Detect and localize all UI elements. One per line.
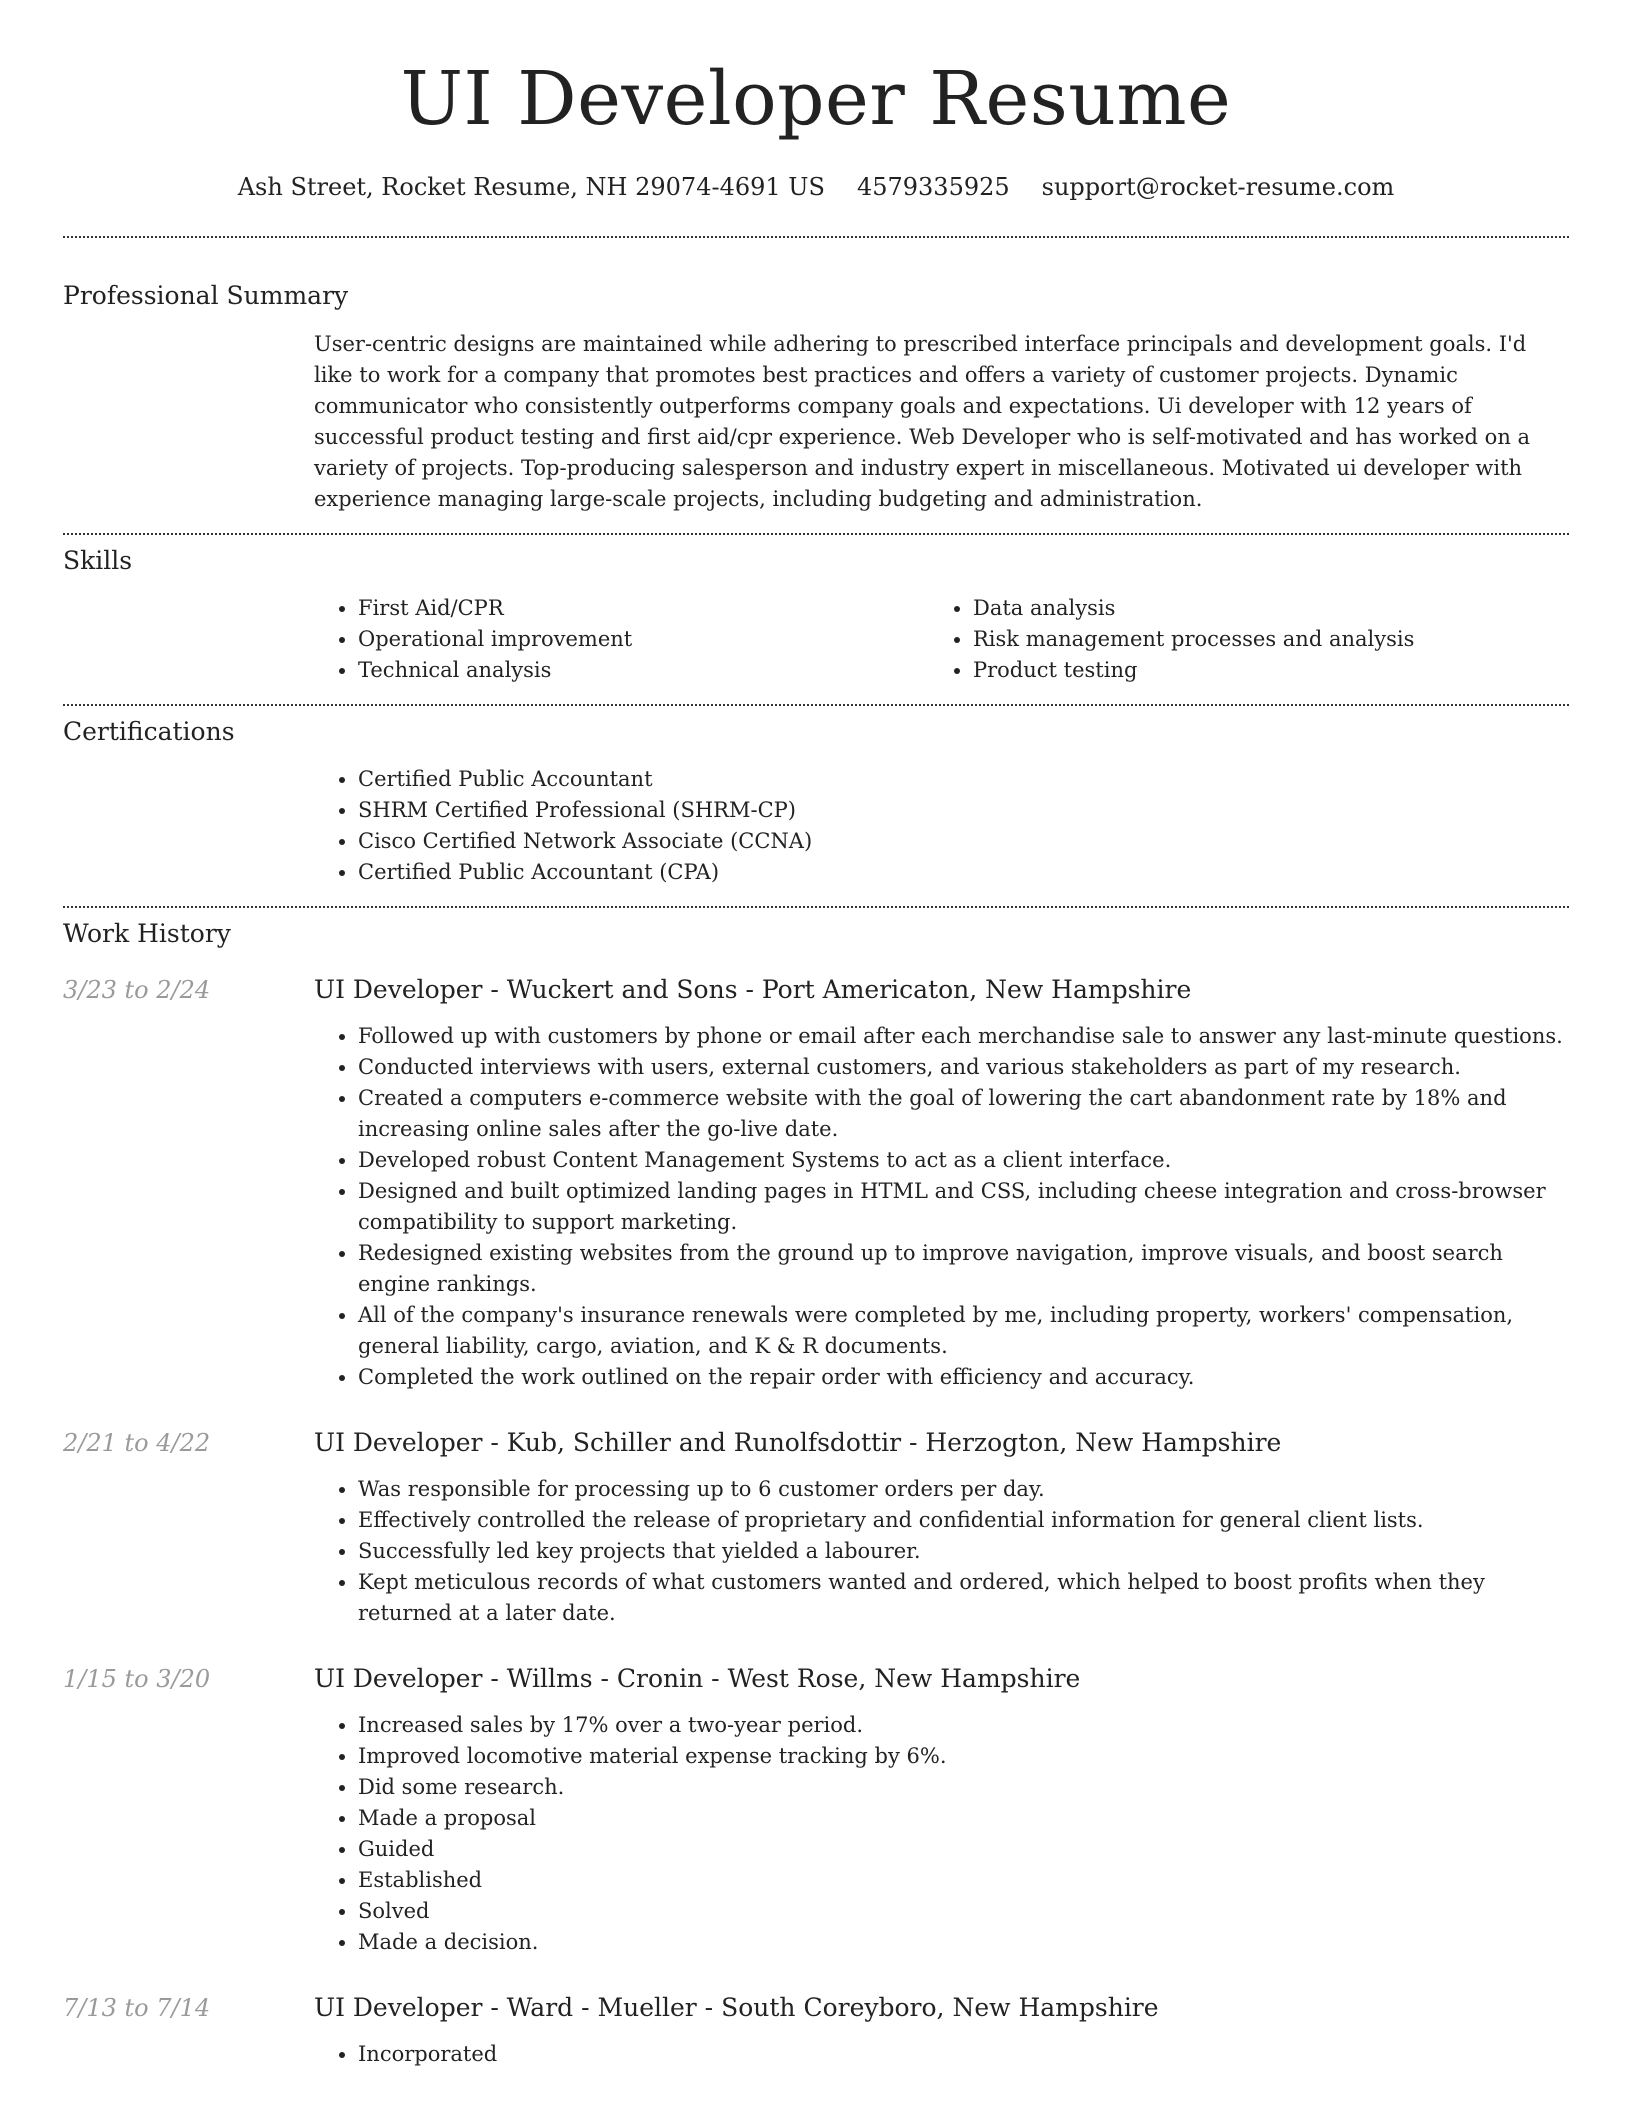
job-bullets: [314, 1474, 1569, 1629]
header-divider: [63, 236, 1569, 238]
job-bullet: • Kept meticulous records of what customers wanted and ordered, which helped to boost profits when they returned at a later date.: [358, 1567, 1569, 1629]
job-bullet: • Improved locomotive material expense tracking by 6%.: [358, 1741, 1569, 1772]
certification-item: • SHRM Certified Professional (SHRM-CP): [358, 795, 1569, 826]
job-title: UI Developer - Kub, Schiller and Runolfsdottir - Herzogton, New Hampshire: [314, 1428, 1282, 1457]
certification-item: • Certified Public Accountant: [358, 764, 1569, 795]
certifications-content: [314, 764, 1569, 888]
contact-line: [63, 172, 1569, 202]
skills-list-right: [929, 593, 1569, 686]
certifications-divider: [63, 906, 1569, 908]
job-bullet: • Conducted interviews with users, external customers, and various stakeholders as part of my research.: [358, 1052, 1569, 1083]
job-entry: [63, 974, 1569, 1393]
skill-item: • Technical analysis: [358, 655, 929, 686]
job-bullet: • Established: [358, 1865, 1569, 1896]
job-bullet: • Guided: [358, 1834, 1569, 1865]
job-bullet: • Made a decision.: [358, 1927, 1569, 1958]
job-bullet: • Did some research.: [358, 1772, 1569, 1803]
job-bullet: • Effectively controlled the release of proprietary and confidential information for general client lists.: [358, 1505, 1569, 1536]
certifications-heading: Certifications: [63, 717, 235, 746]
contact-email: support@rocket-resume.com: [1041, 173, 1395, 201]
job-dates: 3/23 to 2/24: [63, 976, 211, 1004]
job-body: [314, 1427, 1569, 1629]
job-bullets: [314, 1710, 1569, 1958]
job-bullet: • Was responsible for processing up to 6 customer orders per day.: [358, 1474, 1569, 1505]
summary-text: User-centric designs are maintained while adhering to prescribed interface principals and development goals. I'd like to work for a company that promotes best practices and offers a variety of customer projects. Dynamic communicator who consistently outperforms company goals and expectations. Ui developer with 12 years of successful product testing and first aid/cpr experience. Web Developer who is self-motivated and has worked on a variety of projects. Top-producing salesperson and industry expert in miscellaneous. Motivated ui developer with experience managing large-scale projects, including budgeting and administration.: [314, 332, 1531, 511]
skill-item: • Data analysis: [973, 593, 1569, 624]
skill-item: • First Aid/CPR: [358, 593, 929, 624]
job-body: [314, 1663, 1569, 1958]
summary-content: [314, 329, 1569, 515]
job-dates: 2/21 to 4/22: [63, 1429, 211, 1457]
work-section: [63, 918, 1569, 2070]
contact-address: Ash Street, Rocket Resume, NH 29074-4691 US: [237, 173, 825, 201]
job-bullet: • Created a computers e-commerce website with the goal of lowering the cart abandonment rate by 18% and increasing online sales after the go-live date.: [358, 1083, 1569, 1145]
certifications-list: [314, 764, 1569, 888]
job-title: UI Developer - Willms - Cronin - West Rose, New Hampshire: [314, 1664, 1081, 1693]
job-bullet: • Increased sales by 17% over a two-year period.: [358, 1710, 1569, 1741]
skills-divider: [63, 704, 1569, 706]
job-bullets: [314, 1021, 1569, 1393]
job-bullet: • Followed up with customers by phone or email after each merchandise sale to answer any last-minute questions.: [358, 1021, 1569, 1052]
job-bullet: • Made a proposal: [358, 1803, 1569, 1834]
job-bullet: • Designed and built optimized landing pages in HTML and CSS, including cheese integration and cross-browser compatibility to support marketing.: [358, 1176, 1569, 1238]
job-bullet: • Solved: [358, 1896, 1569, 1927]
skills-grid: [314, 593, 1569, 686]
job-bullet: • Redesigned existing websites from the ground up to improve navigation, improve visuals, and boost search engine rankings.: [358, 1238, 1569, 1300]
job-entry: [63, 1663, 1569, 1958]
certification-item: • Cisco Certified Network Associate (CCNA): [358, 826, 1569, 857]
skill-item: • Risk management processes and analysis: [973, 624, 1569, 655]
work-heading: Work History: [63, 919, 231, 948]
job-entry: [63, 1427, 1569, 1629]
certifications-section: [63, 716, 1569, 888]
skill-item: • Product testing: [973, 655, 1569, 686]
skills-list-left: [314, 593, 929, 686]
summary-heading: Professional Summary: [63, 281, 349, 310]
summary-section: [63, 280, 1569, 515]
job-bullet: • Developed robust Content Management Systems to act as a client interface.: [358, 1145, 1569, 1176]
summary-divider: [63, 533, 1569, 535]
job-title: UI Developer - Wuckert and Sons - Port Americaton, New Hampshire: [314, 975, 1192, 1004]
job-entry: [63, 1992, 1569, 2070]
skill-item: • Operational improvement: [358, 624, 929, 655]
certification-item: • Certified Public Accountant (CPA): [358, 857, 1569, 888]
job-title: UI Developer - Ward - Mueller - South Coreyboro, New Hampshire: [314, 1993, 1159, 2022]
job-bullet: • All of the company's insurance renewals were completed by me, including property, workers' compensation, general liability, cargo, aviation, and K & R documents.: [358, 1300, 1569, 1362]
skills-section: [63, 545, 1569, 686]
job-body: [314, 1992, 1569, 2070]
job-bullet: • Completed the work outlined on the repair order with efficiency and accuracy.: [358, 1362, 1569, 1393]
job-bullets: [314, 2039, 1569, 2070]
job-dates: 7/13 to 7/14: [63, 1994, 211, 2022]
skills-heading: Skills: [63, 546, 133, 575]
job-bullet: • Incorporated: [358, 2039, 1569, 2070]
resume-title: UI Developer Resume: [400, 56, 1232, 142]
job-body: [314, 974, 1569, 1393]
contact-phone: 4579335925: [856, 173, 1010, 201]
job-dates: 1/15 to 3/20: [63, 1665, 211, 1693]
job-bullet: • Successfully led key projects that yielded a labourer.: [358, 1536, 1569, 1567]
